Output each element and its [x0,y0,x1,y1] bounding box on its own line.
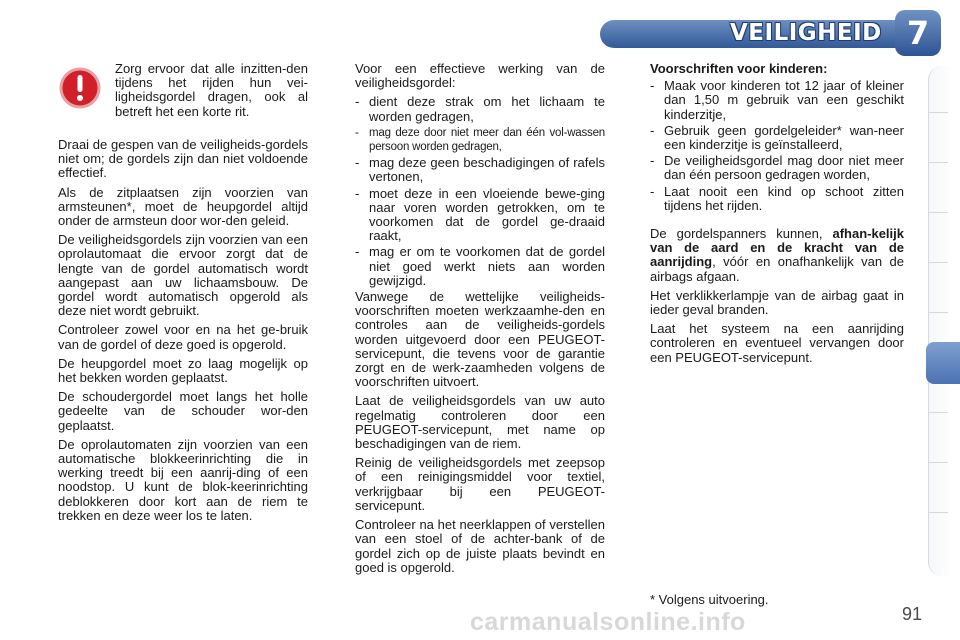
paragraph: Reinig de veiligheidsgordels met zeepsop of een reinigingsmiddel voor textiel, verkrijgbaar bij een PEUGEOT-servicepunt. [355,455,605,513]
emphasis-text: afhan-kelijk van de aard en de kracht van de aanrijding [650,226,904,270]
paragraph: Laat het systeem na een aanrijding controleren en eventueel vervangen door een PEUGEOT-servicepunt. [650,321,904,365]
paragraph: Controleer na het neerklappen of verstellen van een stoel of de achter-bank of de gordel zich op de juiste plaats bevindt en goed is opgerold. [355,517,605,575]
chapter-tab-divider [928,162,948,163]
chapter-tab-strip [928,66,953,576]
paragraph: Als de zitplaatsen zijn voorzien van armsteunen*, moet de heupgordel altijd onder de armsteun door wor-den geleid. [58,184,308,229]
chapter-tab-divider [928,462,948,463]
paragraph: De veiligheidsgordels zijn voorzien van een oprolautomaat die ervoor zorgt dat de lengte van de gordel automatisch wordt aangepast aan uw lichaamsbouw. De gordel wordt automatisch opgerold als deze niet wordt gebruikt. [58,232,308,319]
list-item: - mag deze door niet meer dan één vol-wassen persoon worden gedragen, [355,126,605,154]
list-item: - Gebruik geen gordelgeleider* wan-neer een kinderzitje is geïnstalleerd, [650,124,904,152]
paragraph: De heupgordel moet zo laag mogelijk op het bekken worden geplaatst. [58,355,308,386]
paragraph: Draai de gespen van de veiligheids-gordels niet om; de gordels zijn dan niet voldoende effectief. [58,137,308,181]
list-item: - Maak voor kinderen tot 12 jaar of kleiner dan 1,50 m gebruik van een geschikt kinderzitje, [650,79,904,122]
list-item: - mag deze geen beschadigingen of rafels vertonen, [355,156,605,184]
list-item: - moet deze in een vloeiende bewe-ging naar voren worden getrokken, om te voorkomen dat de gordel ge-draaid raakt, [355,187,605,244]
warning-exclamation-icon [58,66,102,110]
bullet-list [650,79,904,213]
column-middle [355,62,605,580]
chapter-tab-divider [928,262,948,263]
section-heading: Voorschriften voor kinderen: [650,61,828,76]
chapter-badge: 7 [895,10,941,56]
chapter-tab-divider [928,312,948,313]
chapter-tab-divider [928,412,948,413]
paragraph: Het verklikkerlampje van de airbag gaat in ieder geval branden. [650,287,904,318]
paragraph [650,227,904,284]
column-right [650,62,904,370]
paragraph: Laat de veiligheidsgordels van uw auto regelmatig controleren door een PEUGEOT-servicepunt, met name op beschadigingen van de riem. [355,393,605,452]
paragraph: De oprolautomaten zijn voorzien van een automatische blokkeerinrichting die in werking treedt bij een aanrij-ding of een noodstop. U kunt de blok-keerinrichting deblokkeren door kort aan de riem te trekken en deze weer los te laten. [58,436,308,523]
chapter-tab-active [926,342,960,384]
bullet-list [355,95,605,288]
page-title: VEILIGHEID [730,20,882,46]
paragraph: Voor een effectieve werking van de veiligheidsgordel: [355,61,605,91]
chapter-tab-divider [928,512,948,513]
list-item: - dient deze strak om het lichaam te worden gedragen, [355,95,605,123]
footnote: * Volgens uitvoering. [650,592,769,607]
text-run: , vóór en onafhankelijk van de airbags afgaan. [650,254,904,284]
column-left [58,138,308,528]
paragraph: Vanwege de wettelijke veiligheids-voorschriften moeten werkzaamhe-den en controles aan de veiligheids-gordels worden uitgevoerd door een PEUGEOT-servicepunt, die tevens voor de garantie zorgt en de werk-zaamheden volgens de voorschriften uitvoert. [355,289,605,390]
watermark: carmanualsonline.info [470,608,746,636]
paragraph: De schoudergordel moet langs het holle gedeelte van de schouder wor-den geplaatst. [58,389,308,433]
paragraph: Controleer zowel voor en na het ge-bruik van de gordel of deze goed is opgerold. [58,322,308,352]
list-item: - mag er om te voorkomen dat de gordel niet goed werkt niets aan worden gewijzigd. [355,245,605,288]
list-item: - De veiligheidsgordel mag door niet meer dan één persoon gedragen worden, [650,154,904,182]
text-run: De gordelspanners kunnen, [650,226,833,242]
list-item: - Laat nooit een kind op schoot zitten tijdens het rijden. [650,185,904,213]
chapter-tab-divider [928,212,948,213]
chapter-tab-divider [928,112,948,113]
warning-text: Zorg ervoor dat alle inzitten-den tijdens het rijden hun vei-ligheidsgordel dragen, ook al betreft het een korte rit. [115,61,308,119]
page-number: 91 [902,604,923,624]
